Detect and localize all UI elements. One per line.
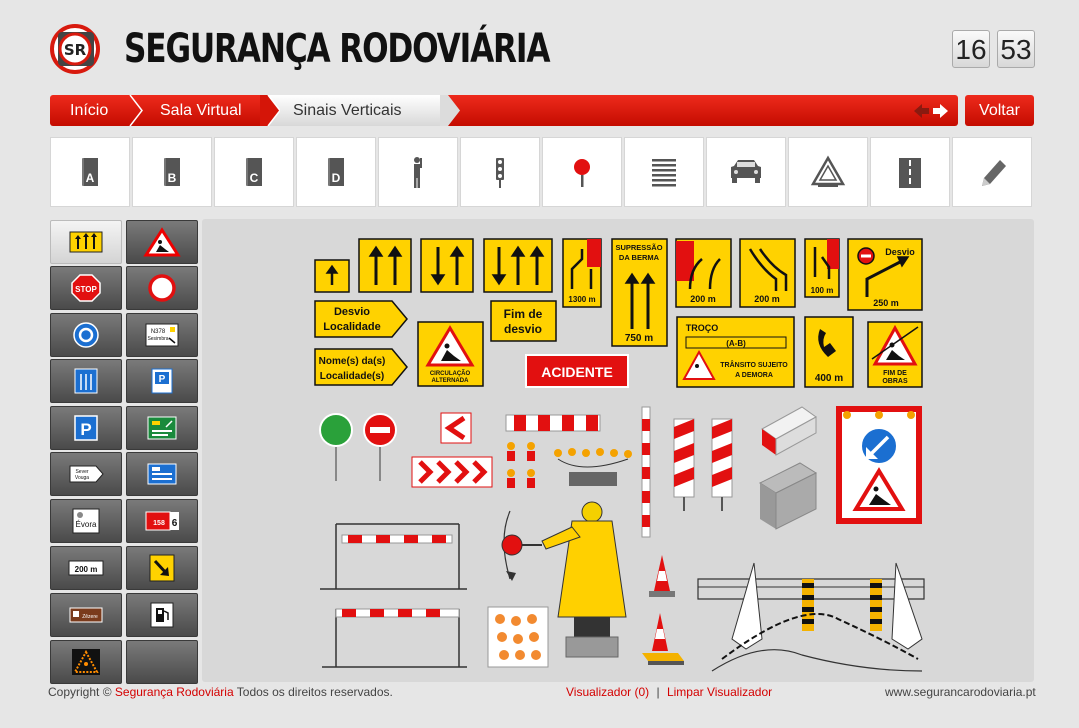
traffic-agent-icon <box>398 152 438 192</box>
breadcrumb-separator-icon <box>260 95 280 126</box>
viewer-link[interactable]: Visualizador (0) <box>566 685 650 699</box>
sign-no-entry-circle[interactable] <box>126 266 198 310</box>
traffic-cone-2[interactable] <box>642 613 684 665</box>
book-d-icon <box>316 152 356 192</box>
sign-empty-slot <box>126 640 198 684</box>
clear-viewer-link[interactable]: Limpar Visualizador <box>666 685 773 699</box>
sign-green-motorway[interactable] <box>126 406 198 450</box>
end-of-works-sign[interactable] <box>868 322 922 387</box>
lane-arrows-sign-icon <box>66 227 106 257</box>
concrete-barrier-grey[interactable] <box>760 463 816 529</box>
no-entry-paddle[interactable] <box>364 414 396 481</box>
detour-locality-sign[interactable] <box>315 301 407 337</box>
alternate-circulation-sign[interactable] <box>418 322 483 386</box>
category-a-button[interactable] <box>50 137 130 207</box>
category-road-markings-button[interactable] <box>624 137 704 207</box>
category-warning-triangle-button[interactable] <box>788 137 868 207</box>
traffic-cone-1[interactable] <box>649 555 675 597</box>
striped-barrier[interactable] <box>506 415 600 431</box>
sign-lanes-yellow[interactable] <box>50 220 122 264</box>
svg-text:Desvio: Desvio <box>333 306 371 318</box>
svg-text:B: B <box>167 171 177 185</box>
warning-triangle-icon <box>808 152 848 192</box>
svg-text:Localidade: Localidade <box>323 321 381 333</box>
sign-roadworks-triangle[interactable] <box>126 220 198 264</box>
prev-next-arrows-icon[interactable] <box>914 104 948 118</box>
roadworks-triangle-icon <box>142 227 182 257</box>
copyright-prefix: Copyright © <box>48 685 112 699</box>
category-road-button[interactable] <box>870 137 950 207</box>
signs-panel <box>202 219 1034 682</box>
sign-stop[interactable] <box>50 266 122 310</box>
svg-text:Sesimbra: Sesimbra <box>147 336 169 342</box>
striped-pole[interactable] <box>642 407 650 537</box>
blue-direction-sign-icon <box>142 459 182 489</box>
troco-delay-sign[interactable] <box>677 317 794 387</box>
svg-text:N378: N378 <box>150 329 166 335</box>
road-icon <box>890 152 930 192</box>
parking-sign-small-icon <box>142 366 182 396</box>
sign-roundabout[interactable] <box>50 313 122 357</box>
svg-text:P: P <box>80 420 92 439</box>
warning-lights-set[interactable] <box>507 442 535 488</box>
svg-text:1300 m: 1300 m <box>568 295 596 304</box>
roundabout-sign-icon <box>66 320 106 350</box>
svg-text:D: D <box>331 171 341 185</box>
svg-text:200 m: 200 m <box>754 294 780 304</box>
book-b-icon <box>152 152 192 192</box>
svg-text:Fim de: Fim de <box>503 307 543 321</box>
lane-shift-sign-200a[interactable] <box>676 239 731 307</box>
svg-text:ALTERNADA: ALTERNADA <box>431 378 469 384</box>
distance-plate-icon <box>66 553 106 583</box>
light-chain[interactable] <box>554 448 632 486</box>
svg-text:Zêzere: Zêzere <box>82 614 98 620</box>
road-number-sign-icon <box>142 506 182 536</box>
accident-sign[interactable] <box>526 355 628 387</box>
category-traffic-agent-button[interactable] <box>378 137 458 207</box>
concrete-barrier-red[interactable] <box>762 407 816 455</box>
svg-text:6: 6 <box>171 518 178 529</box>
lane-merge-sign-1300[interactable] <box>563 239 601 307</box>
parking-sign-icon <box>66 413 106 443</box>
prohibition-circle-icon <box>142 273 182 303</box>
svg-text:P: P <box>158 374 166 385</box>
lane-sign-1[interactable] <box>315 260 349 292</box>
delineator-panels[interactable] <box>674 419 732 511</box>
svg-text:200 m: 200 m <box>690 294 716 304</box>
sign-brown-zezere[interactable] <box>50 593 122 637</box>
svg-text:STOP: STOP <box>75 285 97 294</box>
category-traffic-light-button[interactable] <box>460 137 540 207</box>
sign-distance-200m[interactable] <box>50 546 122 590</box>
svg-text:Évora: Évora <box>75 520 97 529</box>
led-panel[interactable] <box>488 607 548 667</box>
sos-phone-sign-400[interactable] <box>805 317 853 387</box>
pencil-icon <box>972 152 1012 192</box>
sign-parking[interactable] <box>50 406 122 450</box>
direction-sign-icon <box>142 320 182 350</box>
svg-text:250 m: 250 m <box>873 298 899 308</box>
breadcrumb-separator-icon <box>128 95 148 126</box>
arrow-direction-sign-icon <box>66 459 106 489</box>
diagonal-arrow-sign-icon <box>142 553 182 583</box>
svg-text:SUPRESSÃO: SUPRESSÃO <box>615 243 663 252</box>
svg-text:DA BERMA: DA BERMA <box>618 253 660 262</box>
breadcrumb-current: Sinais Verticais <box>268 95 440 126</box>
sign-blue-direction[interactable] <box>126 452 198 496</box>
copyright-link[interactable]: Segurança Rodoviária <box>114 685 234 699</box>
breadcrumb-home[interactable]: Início <box>70 102 109 119</box>
svg-text:Desvio: Desvio <box>885 247 915 257</box>
breadcrumb-end-icon <box>440 95 460 126</box>
green-paddle[interactable] <box>320 414 352 481</box>
svg-text:200 m: 200 m <box>74 565 98 574</box>
sign-evora[interactable] <box>50 499 122 543</box>
sign-led-triangle[interactable] <box>50 640 122 684</box>
sign-arrow-sever-vouga[interactable] <box>50 452 122 496</box>
logo-text: SR <box>63 41 87 59</box>
svg-text:Vouga: Vouga <box>74 475 90 481</box>
lane-sign-4[interactable] <box>484 239 552 292</box>
sign-parking-small[interactable] <box>126 359 198 403</box>
svg-text:OBRAS: OBRAS <box>882 378 908 385</box>
traffic-light-icon <box>480 152 520 192</box>
svg-text:Sever: Sever <box>75 469 89 475</box>
sign-yellow-diagonal-arrow[interactable] <box>126 546 198 590</box>
svg-text:Localidade(s): Localidade(s) <box>319 371 385 382</box>
end-detour-sign[interactable] <box>491 301 556 341</box>
copyright-suffix: Todos os direitos reservados. <box>236 685 393 699</box>
lane-sign-2[interactable] <box>359 239 411 292</box>
clock-hours: 16 <box>952 30 990 68</box>
breadcrumb-sala-virtual[interactable]: Sala Virtual <box>160 102 242 119</box>
car-icon <box>726 152 766 192</box>
chevron-board[interactable] <box>412 457 492 487</box>
motorway-sign-icon <box>142 413 182 443</box>
lane-shift-sign-200b[interactable] <box>740 239 795 307</box>
breadcrumb <box>50 95 958 126</box>
svg-text:158: 158 <box>153 520 165 527</box>
svg-text:(A-B): (A-B) <box>726 339 746 348</box>
copyright <box>48 685 393 699</box>
category-c-button[interactable] <box>214 137 294 207</box>
detour-sign-250[interactable] <box>848 239 922 310</box>
category-b-button[interactable] <box>132 137 212 207</box>
svg-text:100 m: 100 m <box>810 286 834 295</box>
sign-direction-n378[interactable] <box>126 313 198 357</box>
svg-text:TROÇO: TROÇO <box>685 323 719 333</box>
svg-text:C: C <box>249 171 259 185</box>
svg-text:FIM DE: FIM DE <box>883 370 907 377</box>
fuel-sign-icon <box>142 600 182 630</box>
svg-text:Nome(s) da(s): Nome(s) da(s) <box>318 356 386 367</box>
tourist-sign-icon <box>66 600 106 630</box>
category-stop-paddle-button[interactable] <box>542 137 622 207</box>
lane-sign-3[interactable] <box>421 239 473 292</box>
clock-minutes: 53 <box>997 30 1035 68</box>
logo[interactable] <box>50 24 104 74</box>
book-c-icon <box>234 152 274 192</box>
sign-road-number[interactable] <box>126 499 198 543</box>
category-d-button[interactable] <box>296 137 376 207</box>
led-warning-triangle-icon <box>66 647 106 677</box>
svg-text:CIRCULAÇÃO: CIRCULAÇÃO <box>429 371 471 377</box>
brand-title: SEGURANÇA RODOVIÁRIA <box>124 26 550 72</box>
road-markings-icon <box>644 152 684 192</box>
book-a-icon <box>70 152 110 192</box>
svg-text:A DEMORA: A DEMORA <box>735 372 773 379</box>
locality-names-sign[interactable] <box>315 349 407 385</box>
category-draw-button[interactable] <box>952 137 1032 207</box>
chevron-sign-small[interactable] <box>441 413 471 443</box>
viewer-controls <box>566 685 772 699</box>
svg-text:TRÂNSITO SUJEITO: TRÂNSITO SUJEITO <box>720 362 788 369</box>
svg-text:400 m: 400 m <box>814 373 844 384</box>
arrow-board-trailer[interactable] <box>839 409 919 521</box>
lane-arrows-blue-icon <box>66 366 106 396</box>
svg-text:desvio: desvio <box>503 322 543 336</box>
stop-sign-icon <box>66 273 106 303</box>
sign-fuel[interactable] <box>126 593 198 637</box>
website-link[interactable]: www.segurancarodoviaria.pt <box>885 685 1036 699</box>
barrier-frame-2[interactable] <box>322 609 467 667</box>
lane-end-sign-100[interactable] <box>805 239 839 297</box>
barrier-frame-1[interactable] <box>320 524 467 589</box>
stop-paddle-icon <box>562 152 602 192</box>
berma-suppression-sign[interactable] <box>612 239 667 346</box>
back-button[interactable]: Voltar <box>965 95 1034 126</box>
svg-text:ACIDENTE: ACIDENTE <box>541 364 613 380</box>
svg-text:750 m: 750 m <box>624 333 654 344</box>
road-works-scene[interactable] <box>698 563 924 671</box>
locality-sign-icon <box>66 506 106 536</box>
svg-text:A: A <box>85 171 95 185</box>
sign-lane-arrows-blue[interactable] <box>50 359 122 403</box>
viewer-separator: | <box>656 685 660 699</box>
category-vehicle-button[interactable] <box>706 137 786 207</box>
